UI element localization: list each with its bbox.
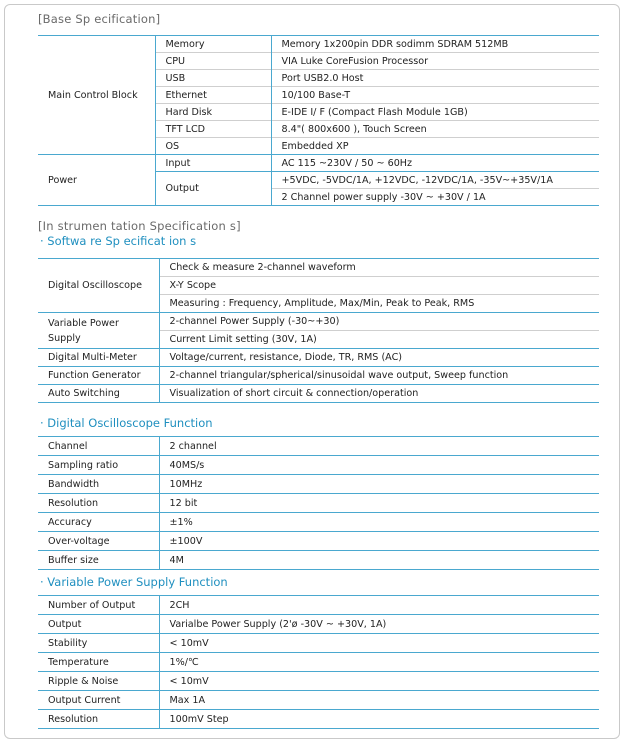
vps-key: Output Current [38,691,159,710]
spec-key: TFT LCD [155,121,271,138]
osc-key: Buffer size [38,551,159,570]
osc-value: 10MHz [159,475,599,494]
oscilloscope-table [38,436,599,570]
software-value: 2-channel Power Supply (-30~+30) [159,313,599,331]
osc-value: ±1% [159,513,599,532]
main-control-label: Main Control Block [38,36,155,155]
power-input-value: AC 115 ~230V / 50 ~ 60Hz [271,155,599,172]
osc-value: ±100V [159,532,599,551]
vps-key: Ripple & Noise [38,672,159,691]
power-output-key: Output [155,172,271,206]
vps-function-title: · Variable Power Supply Function [40,575,228,589]
vps-key: Temperature [38,653,159,672]
software-value: X-Y Scope [159,277,599,295]
software-label: Function Generator [38,367,159,385]
software-value: Visualization of short circuit & connection/operation [159,385,599,403]
vps-value: < 10mV [159,634,599,653]
spec-value: Memory 1x200pin DDR sodimm SDRAM 512MB [271,36,599,53]
vps-key: Number of Output [38,596,159,615]
osc-value: 4M [159,551,599,570]
vps-value: 2CH [159,596,599,615]
vps-table [38,595,599,729]
osc-value: 2 channel [159,437,599,456]
software-label: Auto Switching [38,385,159,403]
software-spec-title: · Softwa re Sp ecificat ion s [40,234,197,248]
osc-key: Accuracy [38,513,159,532]
software-label: Digital Multi-Meter [38,349,159,367]
spec-key: USB [155,70,271,87]
vps-value: < 10mV [159,672,599,691]
vps-value: 100mV Step [159,710,599,729]
software-value: Voltage/current, resistance, Diode, TR, RMS (AC) [159,349,599,367]
spec-key: Memory [155,36,271,53]
vps-key: Stability [38,634,159,653]
power-output-value: 2 Channel power supply -30V ~ +30V / 1A [271,189,599,206]
spec-key: Hard Disk [155,104,271,121]
spec-value: Port USB2.0 Host [271,70,599,87]
oscilloscope-function-title: · Digital Oscilloscope Function [40,416,213,430]
spec-value: Embedded XP [271,138,599,155]
software-value: Check & measure 2-channel waveform [159,259,599,277]
spec-key: OS [155,138,271,155]
spec-key: Ethernet [155,87,271,104]
software-spec-table [38,258,599,403]
software-value: Current Limit setting (30V, 1A) [159,331,599,349]
software-label [38,313,159,349]
osc-key: Over-voltage [38,532,159,551]
spec-value: 10/100 Base-T [271,87,599,104]
spec-value: 8.4"( 800x600 ), Touch Screen [271,121,599,138]
osc-value: 40MS/s [159,456,599,475]
osc-key: Sampling ratio [38,456,159,475]
software-label-text: Variable Power Supply [48,317,119,344]
vps-key: Resolution [38,710,159,729]
spec-value: E-IDE I/ F (Compact Flash Module 1GB) [271,104,599,121]
osc-key: Resolution [38,494,159,513]
osc-key: Bandwidth [38,475,159,494]
software-value: 2-channel triangular/spherical/sinusoidal wave output, Sweep function [159,367,599,385]
osc-value: 12 bit [159,494,599,513]
base-spec-title: [Base Sp ecification] [38,12,161,26]
vps-key: Output [38,615,159,634]
power-label: Power [38,155,155,206]
spec-value: VIA Luke CoreFusion Processor [271,53,599,70]
software-label: Digital Oscilloscope [38,259,159,313]
base-spec-table [38,35,599,206]
power-input-key: Input [155,155,271,172]
software-value: Measuring : Frequency, Amplitude, Max/Min, Peak to Peak, RMS [159,295,599,313]
spec-key: CPU [155,53,271,70]
instrumentation-title: [In strumen tation Specification s] [38,219,241,233]
vps-value: Varialbe Power Supply (2'ø -30V ~ +30V, 1A) [159,615,599,634]
power-output-value: +5VDC, -5VDC/1A, +12VDC, -12VDC/1A, -35V~+35V/1A [271,172,599,189]
osc-key: Channel [38,437,159,456]
vps-value: Max 1A [159,691,599,710]
vps-value: 1%/℃ [159,653,599,672]
